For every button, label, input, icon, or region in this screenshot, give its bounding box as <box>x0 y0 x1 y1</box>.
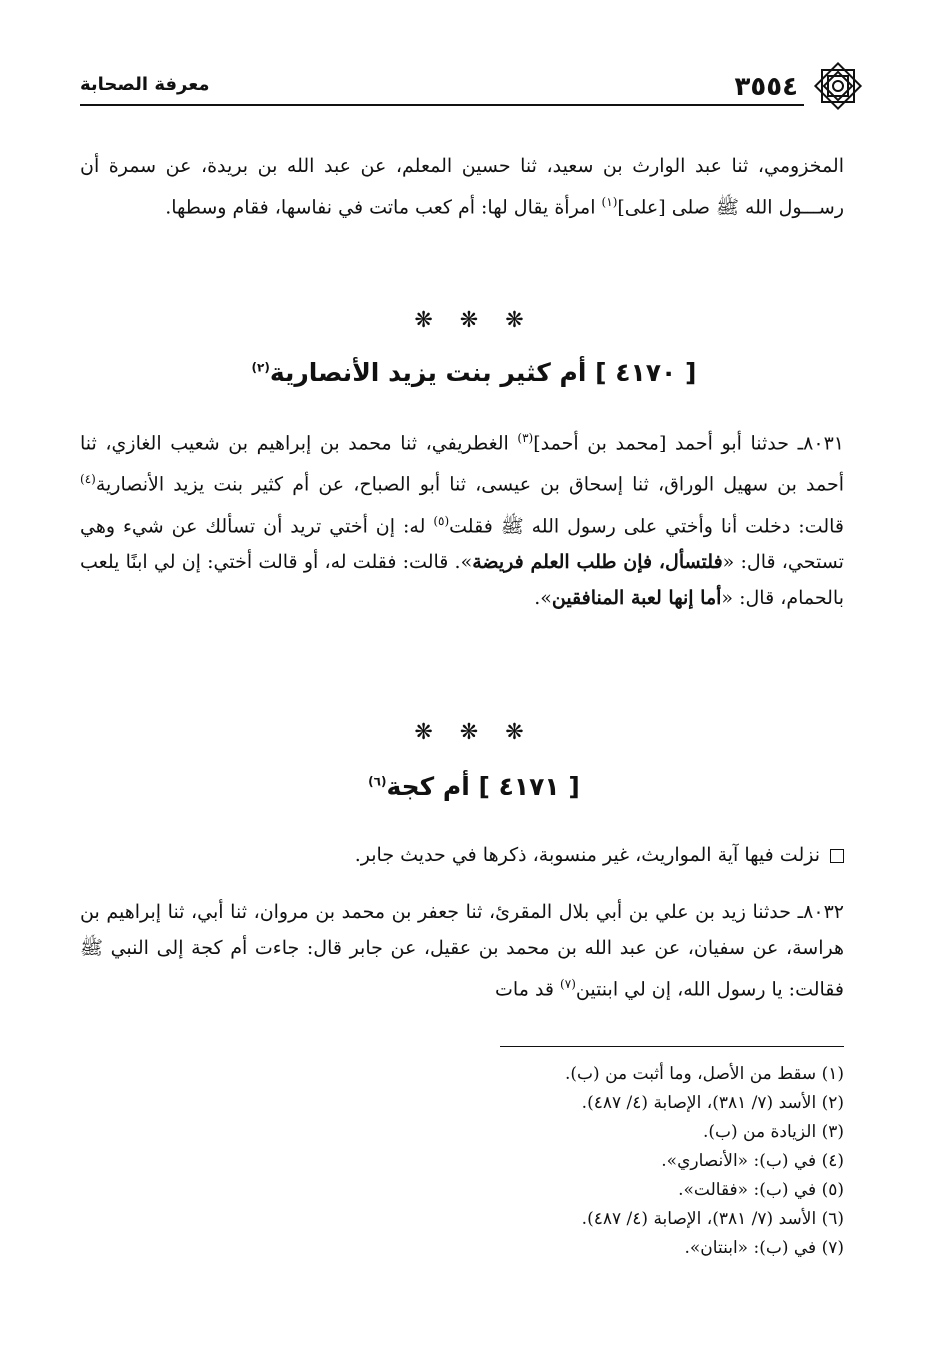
footnote-ref: (٤) <box>80 472 96 487</box>
section-title-text: [ ٤١٧٠ ] أم كثير بنت يزيد الأنصارية <box>269 358 697 387</box>
hadith-text: ٨٠٣٢ـ حدثنا زيد بن علي بن أبي بلال المقرئ، ثنا جعفر بن محمد بن مروان، ثنا أبي، ثنا إبراهيم بن هراسة، عن سفيان، عن عبد الله بن محمد بن عقيل، عن جابر قال: جاءت أم كجة إلى النبي ﷺ فقالت: يا رسول الله، إن لي ابنتين <box>80 901 844 1001</box>
opening-paragraph <box>80 148 844 225</box>
hadith-8031 <box>80 420 844 616</box>
header-rule <box>80 104 804 106</box>
biography-note <box>80 838 844 872</box>
footnote-item: (٤) في (ب): «الأنصاري». <box>661 1151 844 1171</box>
section-title-4171 <box>0 772 948 801</box>
hadith-text: ». قالت: فقلت له، أو قالت أختي: إن لي ابنًا يلعب بالحمام، قال: « <box>80 550 844 609</box>
page-number: ٣٥٥٤ <box>734 72 798 102</box>
hadith-8032 <box>80 894 844 1007</box>
section-separator: ❋ ❋ ❋ <box>414 720 534 745</box>
hadith-text: قالت: دخلت أنا وأختي على رسول الله ﷺ فقلت <box>449 514 844 537</box>
paragraph-text: امرأة يقال لها: أم كعب ماتت في نفاسها، فقام وسطها. <box>165 196 602 219</box>
footnote-item: (٦) الأسد (٧/ ٣٨١)، الإصابة (٤/ ٤٨٧). <box>581 1209 844 1229</box>
footnote-ref: (٢) <box>251 360 270 375</box>
running-title: معرفة الصحابة <box>80 74 210 95</box>
footnote-ref: (٣) <box>517 431 534 445</box>
footnote-ref: (٧) <box>560 977 576 991</box>
footnote-ref: (٦) <box>368 774 387 789</box>
hadith-text: ٨٠٣١ـ حدثنا أبو أحمد [محمد بن أحمد] <box>533 432 844 455</box>
footnote-item: (٥) في (ب): «فقالت». <box>678 1180 844 1200</box>
paragraph-text: المخزومي، ثنا عبد الوارث بن سعيد، ثنا حسين المعلم، عن عبد الله بن بريدة، عن سمرة أن رســـول الله ﷺ صلى [على] <box>80 155 844 219</box>
footnote-item: (٧) في (ب): «ابنتان». <box>684 1238 844 1258</box>
section-separator: ❋ ❋ ❋ <box>414 308 534 333</box>
hadith-text: قد مات <box>495 978 561 1001</box>
note-text: نزلت فيها آية المواريث، غير منسوبة، ذكرها في حديث جابر. <box>354 844 820 866</box>
section-title-4170 <box>0 358 948 387</box>
footnote-item: (٣) الزيادة من (ب). <box>702 1122 844 1142</box>
footnote-ref: (١) <box>601 195 618 209</box>
octagonal-star-ornament-icon <box>812 60 864 112</box>
prophetic-saying: فلتسأل، فإن طلب العلم فريضة <box>472 550 723 573</box>
footnote-item: (١) سقط من الأصل، وما أثبت من (ب). <box>565 1064 844 1084</box>
prophetic-saying: أما إنها لعبة المنافقين <box>551 586 722 609</box>
hadith-text: الغطريفي، ثنا محمد بن إبراهيم بن شعيب الغازي، ثنا أحمد بن سهيل الوراق، ثنا إسحاق بن عيسى، ثنا أبو الصباح، عن أم كثير بنت يزيد الأنصارية <box>80 432 844 496</box>
section-title-text: [ ٤١٧١ ] أم كجة <box>386 772 580 801</box>
page-header <box>80 60 864 110</box>
square-bullet-icon <box>830 849 844 863</box>
footnote-separator <box>500 1046 844 1047</box>
footnotes <box>300 1060 844 1263</box>
hadith-text: له: إن أختي تريد أن تسألك عن شيء وهي تستحي، قال: « <box>80 514 844 573</box>
footnote-item: (٢) الأسد (٧/ ٣٨١)، الإصابة (٤/ ٤٨٧). <box>581 1093 844 1113</box>
hadith-text: ». <box>534 586 552 609</box>
footnote-ref: (٥) <box>433 513 450 528</box>
